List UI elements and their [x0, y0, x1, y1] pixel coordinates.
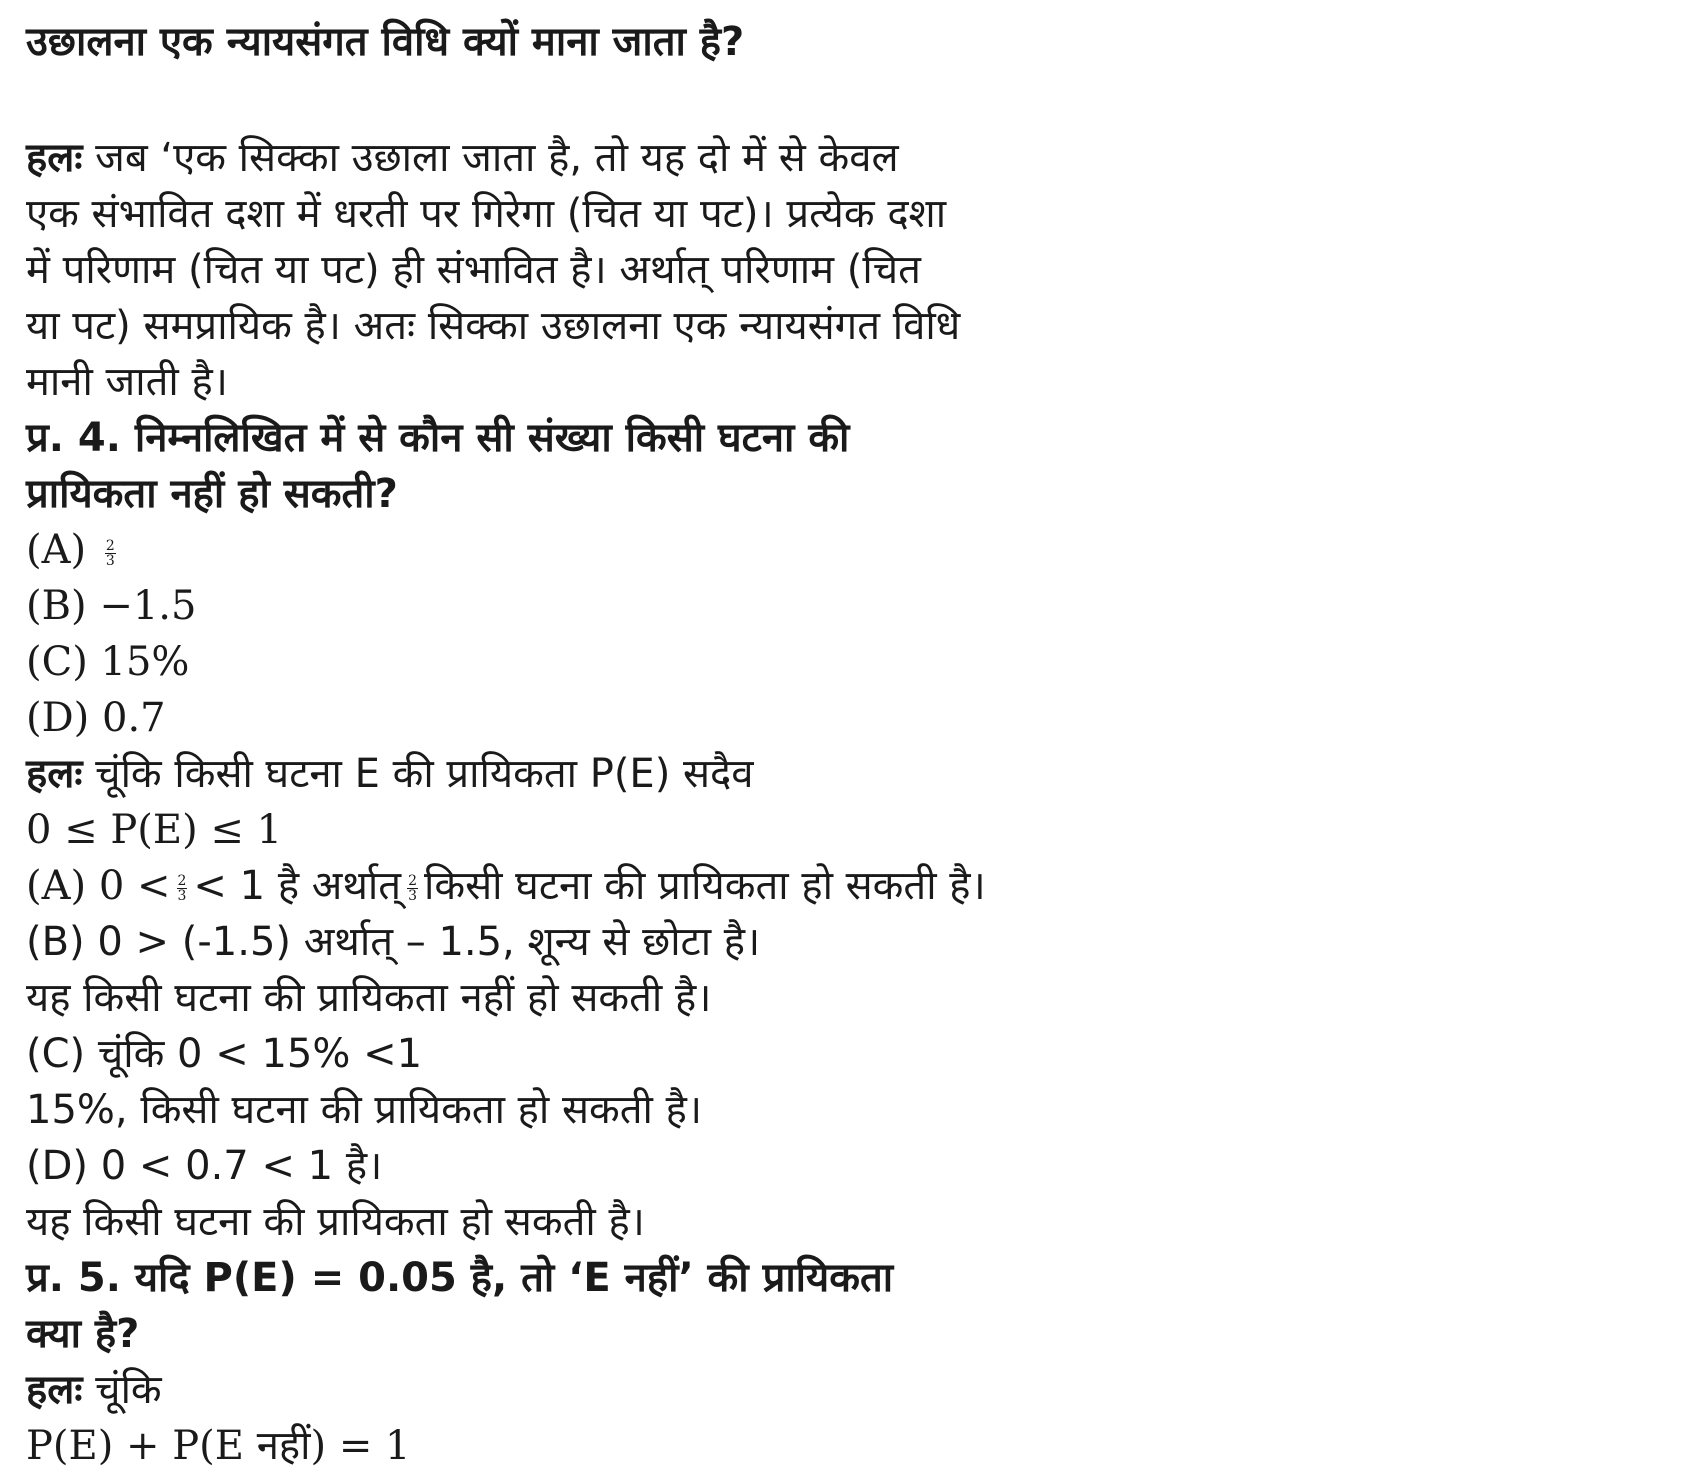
solution-label: हलः: [26, 135, 83, 181]
q4-sol-text-1: चूंकि किसी घटना E की प्रायिकता P(E) सदैव: [95, 751, 754, 797]
q4-sol-b-1: (B) 0 > (-1.5) अर्थात् – 1.5, शून्य से छोटा है।: [26, 919, 761, 965]
q4-sol-d-1: (D) 0 < 0.7 < 1 है।: [26, 1143, 383, 1189]
q4-option-d: (D) 0.7: [26, 695, 166, 741]
sol1-line-5: मानी जाती है।: [26, 359, 228, 405]
q4-sol-a-pre: (A) 0 <: [26, 863, 171, 909]
q4-sol-c-2: 15%, किसी घटना की प्रायिकता हो सकती है।: [26, 1087, 703, 1133]
q4-sol-d-2: यह किसी घटना की प्रायिकता हो सकती है।: [26, 1199, 645, 1245]
q4-option-a: [26, 522, 1666, 578]
document-page: [26, 14, 1666, 1474]
fraction-denominator: 3: [105, 552, 115, 569]
fraction-denominator: 3: [408, 887, 417, 904]
q5-sol-text-1: चूंकि: [95, 1367, 162, 1413]
fraction-numerator: 2: [408, 872, 417, 889]
q4-option-c: (C) 15%: [26, 639, 190, 685]
q4-sol-a-fraction: [177, 874, 188, 903]
q4-sol-b-2: यह किसी घटना की प्रायिकता नहीं हो सकती है।: [26, 975, 712, 1021]
fraction-numerator: 2: [105, 537, 115, 554]
q4-sol-a-post: किसी घटना की प्रायिकता हो सकती है।: [423, 863, 986, 909]
q5-title-line-1: प्र. 5. यदि P(E) = 0.05 है, तो ‘E नहीं’ की प्रायिकता: [26, 1255, 894, 1301]
q4-option-b: (B) −1.5: [26, 583, 197, 629]
q4-title-line-2: प्रायिकता नहीं हो सकती?: [26, 471, 398, 517]
q4-sol-inequality: 0 ≤ P(E) ≤ 1: [26, 807, 283, 853]
q4-title-line-1: प्र. 4. निम्नलिखित में से कौन सी संख्या किसी घटना की: [26, 415, 850, 461]
fraction-denominator: 3: [177, 887, 187, 904]
solution-label: हलः: [26, 1367, 83, 1413]
sol1-line-3: में परिणाम (चित या पट) ही संभावित है। अर्थात् परिणाम (चित: [26, 247, 921, 293]
q4-sol-a-fraction-2: [407, 874, 418, 903]
sol1-line-4: या पट) समप्रायिक है। अतः सिक्का उछालना एक न्यायसंगत विधि: [26, 303, 961, 349]
q4-sol-c-1: (C) चूंकि 0 < 15% <1: [26, 1031, 423, 1077]
q4-option-a-fraction: [105, 539, 116, 568]
intro-question: उछालना एक न्यायसंगत विधि क्यों माना जाता है?: [26, 19, 745, 65]
q4-sol-a-mid: < 1 है अर्थात्: [193, 863, 402, 909]
q5-title-line-2: क्या है?: [26, 1311, 140, 1357]
q5-sol-line-1: [26, 1362, 1666, 1418]
solution-label: हलः: [26, 751, 83, 797]
q5-sol-equation: P(E) + P(E नहीं) = 1: [26, 1423, 411, 1469]
sol1-line-2: एक संभावित दशा में धरती पर गिरेगा (चित या पट)। प्रत्येक दशा: [26, 191, 947, 237]
q4-sol-a: [26, 858, 1666, 914]
sol1-line-1: [26, 130, 1666, 186]
spacer: [26, 70, 1666, 130]
q4-sol-line-1: [26, 746, 1666, 802]
fraction-numerator: 2: [177, 872, 187, 889]
sol1-text-1: जब ‘एक सिक्का उछाला जाता है, तो यह दो में से केवल: [95, 135, 899, 181]
q4-option-a-label: (A): [26, 527, 87, 573]
